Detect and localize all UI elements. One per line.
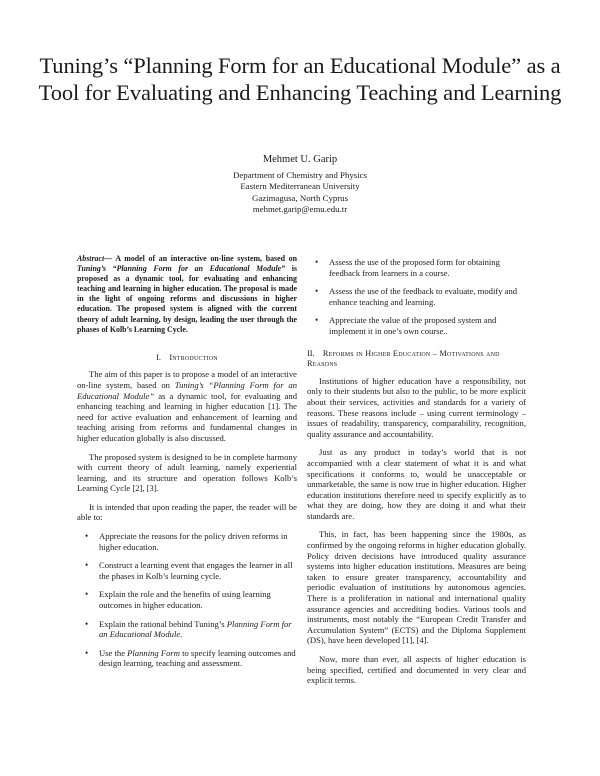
section-2-title: Reforms in Higher Education – Motivations and Reasons	[307, 348, 500, 369]
paper-title: Tuning’s “Planning Form for an Educational Module” as a Tool for Evaluating and Enhancing Teaching and Learning	[38, 53, 562, 105]
objective-4-italic: Planning Form for an Educational Module	[99, 618, 292, 640]
objective-item: • Appreciate the value of the proposed system and implement it in one’s own course..	[307, 315, 526, 336]
abstract	[77, 254, 297, 335]
abstract-text-2: is proposed as a dynamic tool, for evaluating and enhancing teaching and learning in higher education. The proposal is made in the light of ongoing reforms and discussions in higher education. The proposed system is aligned with the current theory of adult learning, by design, leading the user through the phases of Kolb’s Learning Cycle.	[77, 264, 297, 334]
abstract-label: Abstract	[77, 254, 105, 263]
section-2-number: II.	[307, 348, 315, 358]
objective-item: • Assess the use of the proposed form for obtaining feedback from learners in a course.	[307, 257, 526, 278]
section-1-title: Introduction	[169, 352, 218, 362]
author-email: mehmet.garip@emu.edu.tr	[252, 204, 348, 215]
objective-item	[77, 619, 297, 640]
intro-paragraph-2: The proposed system is designed to be in complete harmony with current theory of adult learning, namely experiential learning, and its structure and operation follows Kolb’s Learning Cycle [2], [3].	[77, 451, 297, 494]
author-department: Department of Chemistry and Physics	[233, 170, 367, 180]
objective-item: • Explain the role and the benefits of using learning outcomes in higher education.	[77, 589, 297, 610]
objective-item: • Assess the use of the feedback to evaluate, modify and enhance teaching and learning.	[307, 286, 526, 307]
reforms-paragraph-4: Now, more than ever, all aspects of higher education is being specified, certified and documented in very clear and explicit terms.	[307, 654, 526, 686]
section-2-heading	[307, 349, 526, 370]
objective-item	[77, 648, 297, 669]
author-location: Gazimagusa, North Cyprus	[251, 192, 348, 203]
objective-4-text-a: Explain the rational behind Tuning’s	[99, 618, 227, 629]
intro-paragraph-3: It is intended that upon reading the paper, the reader will be able to:	[77, 501, 297, 523]
right-column	[307, 257, 526, 694]
objective-5-text-a: Use the	[99, 647, 128, 658]
author-block	[100, 153, 500, 216]
intro-paragraph-1	[77, 369, 297, 443]
objective-item: • Construct a learning event that engages the learner in all the phases in Kolb’s learning cycle.	[77, 560, 297, 581]
abstract-sep: —	[104, 254, 116, 263]
section-1-heading	[77, 353, 297, 364]
objective-5-italic: Planning Form	[127, 647, 180, 658]
intro-p1-text-a: The aim of this paper is to propose a model of an interactive on-line system, based on	[77, 369, 297, 390]
abstract-italic: Tuning’s “Planning Form for an Educational Module”	[77, 264, 286, 274]
objective-4-text-b: .	[180, 629, 183, 640]
objectives-list-continued	[307, 257, 526, 337]
left-column	[77, 254, 297, 677]
objective-5-text-b: to specify learning outcomes and design learning, teaching and assessment.	[99, 647, 296, 669]
reforms-paragraph-1: Institutions of higher education have a responsibility, not only to their students but also to the public, to be more explicit about their services, activities and standards for a variety of reasons. These reasons include – using current terminology – issues of readability, transparency, comparability, recognition, quality assurance and accountability.	[307, 375, 526, 439]
author-university: Eastern Mediterranean University	[240, 181, 360, 192]
reforms-paragraph-3: This, in fact, has been happening since the 1980s, as confirmed by the ongoing reforms in higher education globally. Policy driven decisions have introduced quality assurance systems into higher education institutions. Measures are being taken to ensure greater transparency, accountability and periodic evaluation of institutions by autonomous agencies. There is a proliferation in national and international quality assurance agencies and accrediting bodies. Various tools and instruments, most notably the “European Credit Transfer and Accumulation System” (ECTS) and the Diploma Supplement (DS), have been developed [1], [4].	[307, 529, 526, 646]
abstract-text-1: A model of an interactive on-line system, based on	[115, 254, 297, 263]
intro-p1-text-b: as a dynamic tool, for evaluating and enhancing teaching and learning in higher education [1]. The need for active evaluation and enhancement of learning and teaching arising from reforms and fundamental changes in higher education globally is also discussed.	[77, 390, 298, 443]
objective-item: • Appreciate the reasons for the policy driven reforms in higher education.	[77, 531, 297, 552]
intro-p1-italic: Tuning’s “Planning Form for an Educational Module”	[77, 379, 297, 401]
author-name: Mehmet U. Garip	[262, 154, 338, 165]
section-1-number: I.	[156, 352, 162, 362]
objectives-list	[77, 531, 297, 669]
reforms-paragraph-2: Just as any product in today’s world that is not accompanied with a clear statement of what it is and what specifications it conforms to, would be unacceptable or unmarketable, the same is now true in higher education. Higher education institutions therefore need to specify explicitly as to what they are doing, how they are doing it and what their standards are.	[307, 447, 526, 521]
